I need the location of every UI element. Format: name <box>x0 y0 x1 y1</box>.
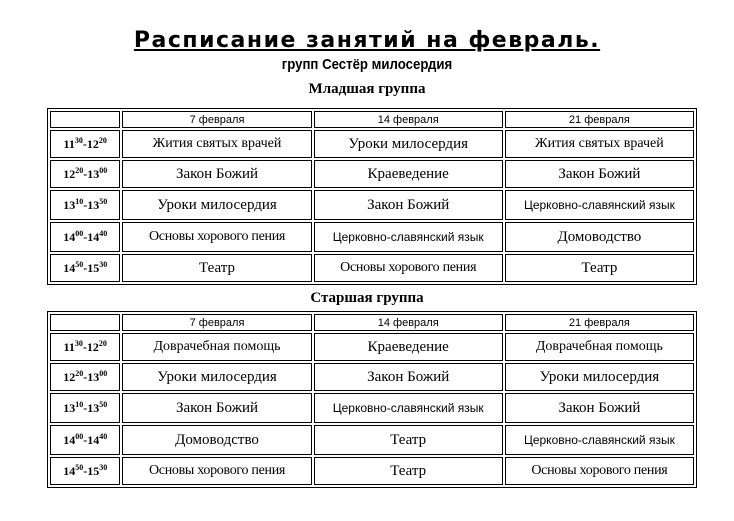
lesson-cell: Доврачебная помощь <box>122 333 311 361</box>
table-row <box>50 363 694 391</box>
lesson-cell: Краеведение <box>314 333 503 361</box>
lesson-cell: Церковно-славянский язык <box>505 190 694 220</box>
table-row <box>50 130 694 158</box>
junior-schedule-table <box>47 108 697 285</box>
table-row <box>50 254 694 282</box>
lesson-cell: Церковно-славянский язык <box>314 393 503 423</box>
lesson-cell: Жития святых врачей <box>122 130 311 158</box>
lesson-cell: Основы хорового пения <box>505 457 694 485</box>
lesson-cell: Закон Божий <box>122 160 311 188</box>
table-row <box>50 333 694 361</box>
lesson-cell: Уроки милосердия <box>122 363 311 391</box>
lesson-cell: Закон Божий <box>505 160 694 188</box>
time-slot: $14^{50}-15^{30}$ <box>50 254 120 282</box>
lesson-cell: Закон Божий <box>314 190 503 220</box>
time-slot: $13^{10}-13^{50}$ <box>50 190 120 220</box>
time-slot: $11^{30}-12^{20}$ <box>50 333 120 361</box>
lesson-cell: Основы хорового пения <box>314 254 503 282</box>
date-header: 7 февраля <box>122 111 311 128</box>
lesson-cell: Закон Божий <box>314 363 503 391</box>
table-row <box>50 457 694 485</box>
date-header: 14 февраля <box>314 314 503 331</box>
time-slot: $14^{50}-15^{30}$ <box>50 457 120 485</box>
lesson-cell: Домоводство <box>122 425 311 455</box>
time-slot: $14^{00}-14^{40}$ <box>50 222 120 252</box>
lesson-cell: Церковно-славянский язык <box>314 222 503 252</box>
lesson-cell: Уроки милосердия <box>122 190 311 220</box>
lesson-cell: Церковно-славянский язык <box>505 425 694 455</box>
senior-group-title: Старшая группа <box>310 290 424 306</box>
lesson-cell: Театр <box>314 457 503 485</box>
lesson-cell: Театр <box>122 254 311 282</box>
lesson-cell: Основы хорового пения <box>122 457 311 485</box>
time-slot: $14^{00}-14^{40}$ <box>50 425 120 455</box>
lesson-cell: Театр <box>314 425 503 455</box>
lesson-cell: Уроки милосердия <box>314 130 503 158</box>
lesson-cell: Доврачебная помощь <box>505 333 694 361</box>
senior-schedule-table <box>47 311 697 488</box>
time-slot: $11^{30}-12^{20}$ <box>50 130 120 158</box>
page-subtitle: групп Сестёр милосердия <box>281 56 453 73</box>
lesson-cell: Театр <box>505 254 694 282</box>
time-header-cell <box>50 111 120 128</box>
table-row <box>50 190 694 220</box>
date-header: 21 февраля <box>505 314 694 331</box>
table-row <box>50 393 694 423</box>
lesson-cell: Уроки милосердия <box>505 363 694 391</box>
date-header: 7 февраля <box>122 314 311 331</box>
lesson-cell: Закон Божий <box>505 393 694 423</box>
lesson-cell: Основы хорового пения <box>122 222 311 252</box>
table-row <box>50 222 694 252</box>
lesson-cell: Краеведение <box>314 160 503 188</box>
table-header-row <box>50 314 694 331</box>
table-row <box>50 160 694 188</box>
time-slot: $13^{10}-13^{50}$ <box>50 393 120 423</box>
date-header: 14 февраля <box>314 111 503 128</box>
lesson-cell: Закон Божий <box>122 393 311 423</box>
table-header-row <box>50 111 694 128</box>
junior-group-title: Младшая группа <box>308 81 426 97</box>
lesson-cell: Жития святых врачей <box>505 130 694 158</box>
time-slot: $12^{20}-13^{00}$ <box>50 160 120 188</box>
date-header: 21 февраля <box>505 111 694 128</box>
table-row <box>50 425 694 455</box>
lesson-cell: Домоводство <box>505 222 694 252</box>
page-title: Расписание занятий на февраль. <box>133 28 601 53</box>
time-slot: $12^{20}-13^{00}$ <box>50 363 120 391</box>
time-header-cell <box>50 314 120 331</box>
